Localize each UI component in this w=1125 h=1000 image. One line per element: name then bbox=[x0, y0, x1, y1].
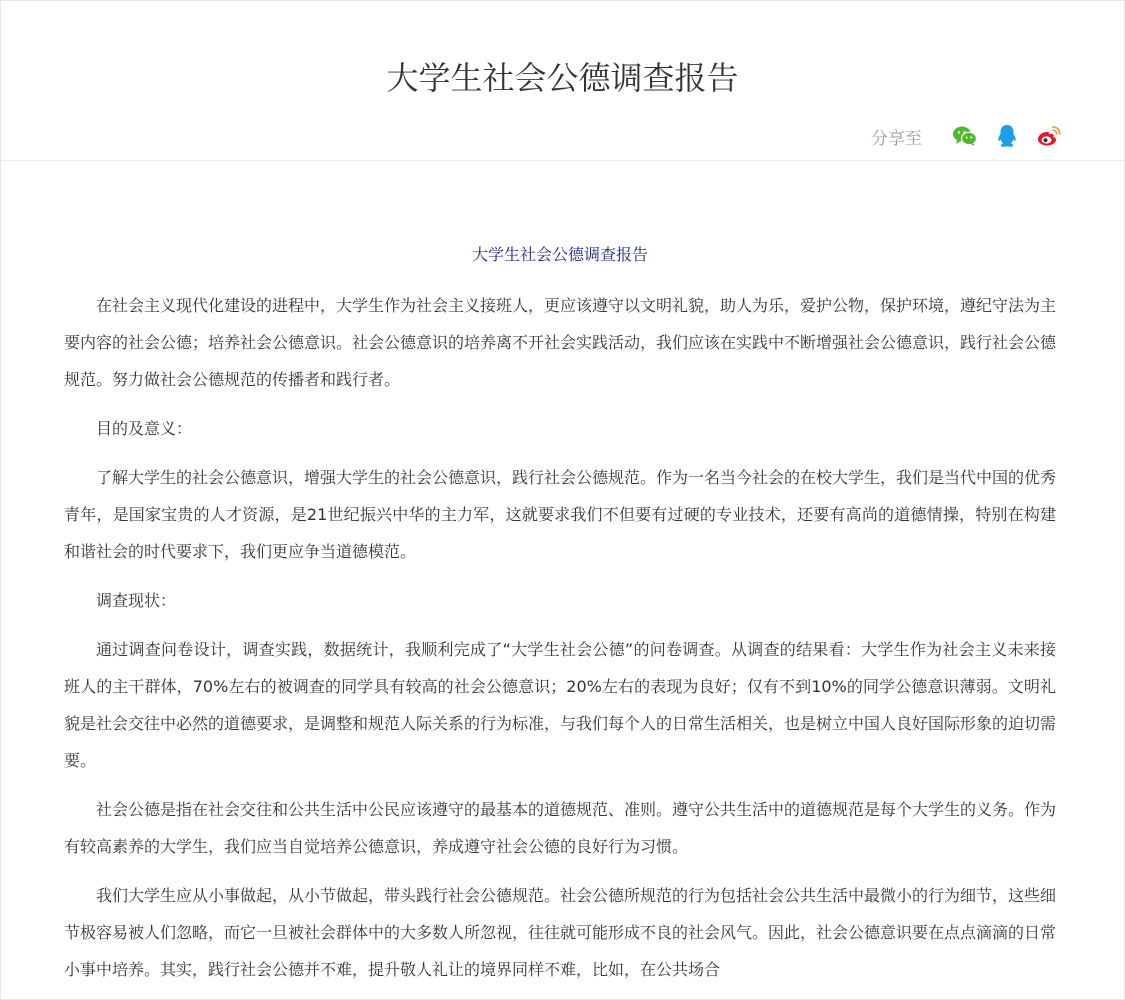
paragraph: 目的及意义： bbox=[96, 419, 193, 438]
paragraph: 了解大学生的社会公德意识，增强大学生的社会公德意识，践行社会公德规范。作为一名当今社会的在校大学生，我们是当代中国的优秀青年，是国家宝贵的人才资源，是21世纪振兴中华的主力军，这就要求我们不但要有过硬的专业技术，还要有高尚的道德情操，特别在构建和谐社会的时代要求下，我们更应争当道德模范。 bbox=[64, 468, 1057, 561]
page-title: 大学生社会公德调查报告 bbox=[386, 59, 739, 97]
article-body bbox=[64, 237, 1056, 1000]
paragraph: 我们大学生应从小事做起，从小节做起，带头践行社会公德规范。社会公德所规范的行为包括社会公共生活中最微小的行为细节，这些细节极容易被人们忽略，而它一旦被社会群体中的大多数人所忽视，往往就可能形成不良的社会风气。因此，社会公德意识要在点点滴滴的日常小事中培养。其实，践行社会公德并不难，提升敬人礼让的境界同样不难，比如，在公共场合 bbox=[64, 886, 1057, 979]
paragraph: 调查现状： bbox=[96, 591, 177, 610]
share-label: 分享至 bbox=[871, 128, 922, 149]
share-bar bbox=[871, 122, 1062, 150]
article-title: 大学生社会公德调查报告 bbox=[471, 245, 648, 264]
weibo-icon[interactable] bbox=[1036, 123, 1062, 149]
paragraph: 社会公德是指在社会交往和公共生活中公民应该遵守的最基本的道德规范、准则。遵守公共生活中的道德规范是每个大学生的义务。作为有较高素养的大学生，我们应当自觉培养公德意识，养成遵守社会公德的良好行为习惯。 bbox=[64, 800, 1057, 856]
paragraph: 在社会主义现代化建设的进程中，大学生作为社会主义接班人，更应该遵守以文明礼貌，助人为乐，爱护公物，保护环境，遵纪守法为主要内容的社会公德；培养社会公德意识。社会公德意识的培养离不开社会实践活动，我们应该在实践中不断增强社会公德意识，践行社会公德规范。努力做社会公德规范的传播者和践行者。 bbox=[64, 296, 1057, 389]
qq-icon[interactable] bbox=[994, 123, 1020, 149]
wechat-icon[interactable] bbox=[952, 123, 978, 149]
page-header bbox=[1, 1, 1124, 161]
paragraph: 通过调查问卷设计，调查实践，数据统计，我顺利完成了“大学生社会公德”的问卷调查。从调查的结果看：大学生作为社会主义未来接班人的主干群体，70%左右的被调查的同学具有较高的社会公德意识；20%左右的表现为良好；仅有不到10%的同学公德意识薄弱。文明礼貌是社会交往中必然的道德要求，是调整和规范人际关系的行为标准，与我们每个人的日常生活相关，也是树立中国人良好国际形象的迫切需要。 bbox=[64, 640, 1057, 770]
